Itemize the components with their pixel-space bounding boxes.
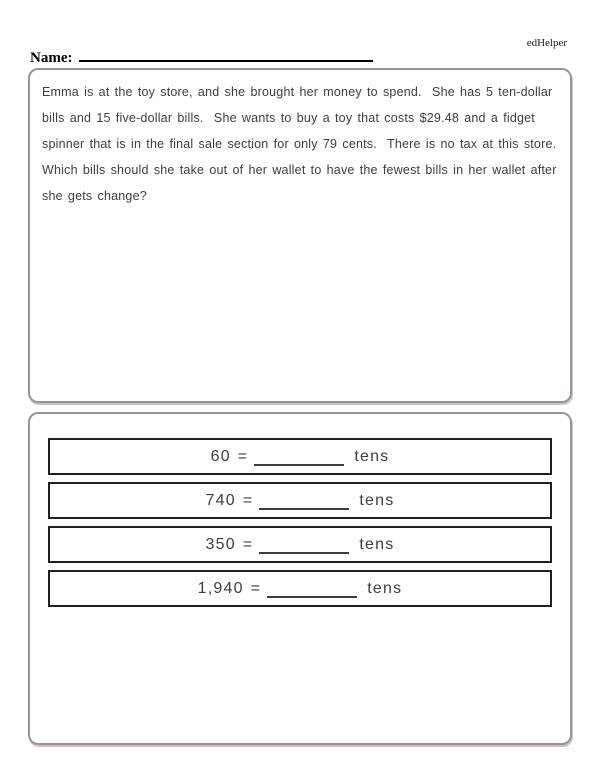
answer-blank[interactable]: [267, 596, 357, 598]
exercise-unit: tens: [359, 491, 395, 509]
equals-sign: =: [242, 491, 254, 509]
exercise-unit: tens: [354, 447, 390, 465]
exercise-row-1: [48, 438, 552, 475]
exercise-row-3: [48, 526, 552, 563]
exercise-row-4: [48, 570, 552, 607]
name-blank-line[interactable]: [79, 59, 373, 62]
word-problem-text: Emma is at the toy store, and she brought her money to spend. She has 5 ten-dollar bills and 15 five-dollar bills. She wants to buy a toy that costs $29.48 and a fidget spinner that is in the final sale section for only 79 cents. There is no tax at this store. Which bills should she take out of her wallet to have the fewest bills in her wallet after she gets change?: [42, 85, 567, 203]
exercise-number: 1,940: [197, 579, 244, 597]
exercise-unit: tens: [367, 579, 403, 597]
exercise-unit: tens: [359, 535, 395, 553]
equals-sign: =: [242, 535, 254, 553]
edhelper-logo: edHelper: [526, 37, 567, 49]
exercise-number: 60: [210, 447, 231, 465]
equals-sign: =: [237, 447, 249, 465]
exercise-number: 350: [205, 535, 236, 553]
answer-blank[interactable]: [259, 508, 349, 510]
answer-blank[interactable]: [254, 464, 344, 466]
exercise-row-2: [48, 482, 552, 519]
exercise-number: 740: [205, 491, 236, 509]
exercise-rows: [30, 414, 570, 607]
exercises-box: [28, 412, 572, 745]
answer-blank[interactable]: [259, 552, 349, 554]
word-problem-box: [28, 68, 572, 403]
name-label: Name:: [30, 50, 73, 66]
equals-sign: =: [250, 579, 262, 597]
name-row: [30, 49, 373, 67]
